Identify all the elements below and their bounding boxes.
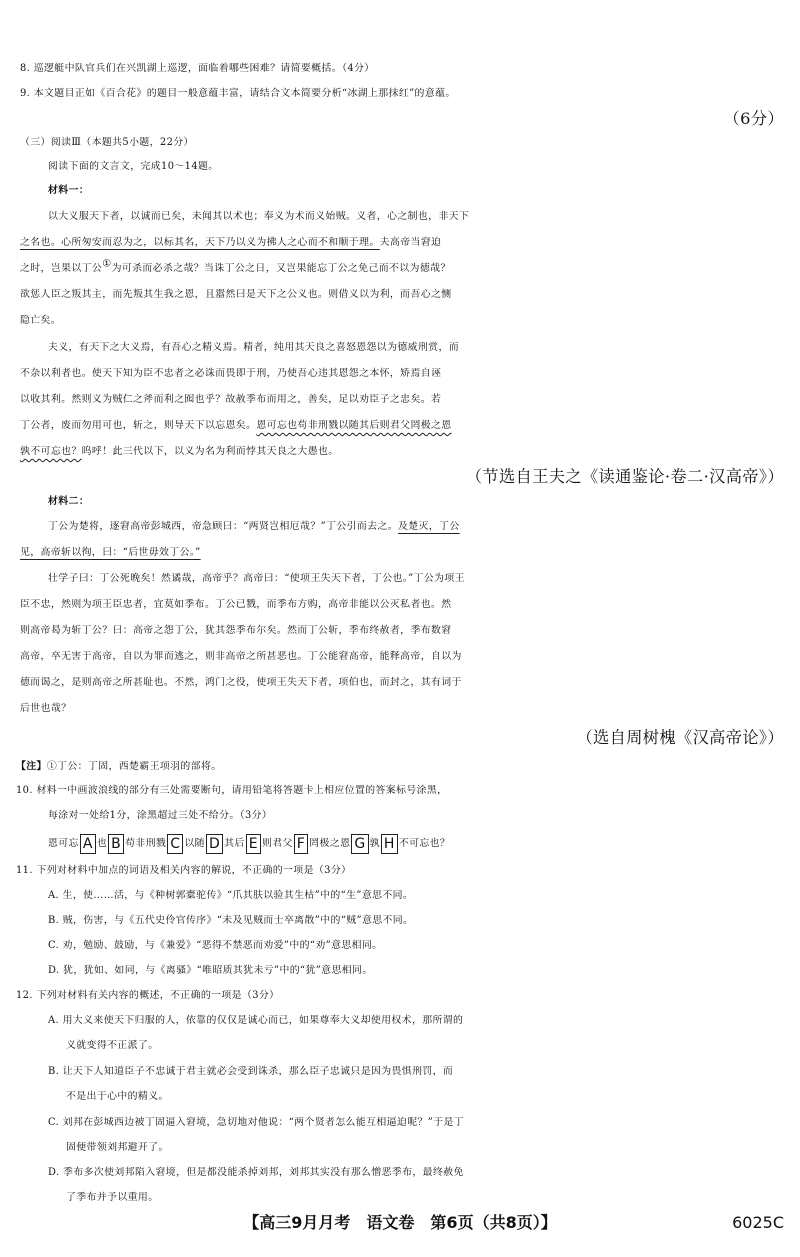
m1-p1-line4: 欲惩人臣之叛其主，而先叛其生我之恩，且嚣然曰是天下之公义也。则借义以为利，而吾心之恻 (20, 289, 452, 300)
question-9-score: （6分） (723, 109, 784, 128)
q10-option-box[interactable]: D (206, 834, 223, 854)
material1-title: 材料一： (48, 185, 90, 196)
material2-source: （选自周树槐《汉高帝论》） (576, 728, 784, 747)
q10-option-box[interactable]: B (108, 834, 124, 854)
m2-p1-line1: 丁公为楚将，逐窘高帝彭城西，帝急顾曰：“两贤岂相厄哉？”丁公引而去之。及楚灭，丁公 (48, 521, 460, 532)
question-8: 8. 巡逻艇中队官兵们在兴凯湖上巡逻，面临着哪些困难？请简要概括。（4分） (20, 63, 375, 74)
m1-p1-line2 (20, 232, 800, 254)
q12-option-c[interactable]: C. 刘邦在彭城西边被丁固逼入窘境，急切地对他说：“两个贤者怎么能互相逼迫呢？”于是丁 (48, 1117, 465, 1128)
section-heading: （三）阅读Ⅲ（本题共5小题，22分） (20, 137, 194, 148)
section-instruction: 阅读下面的文言文，完成10～14题。 (48, 161, 219, 172)
m1-p2-line3: 以收其利。然则义为贼仁之斧而利之囮也乎？故赦季布而用之，善矣，足以劝臣子之忠矣。若 (20, 394, 442, 405)
m2-p2-line4: 高帝，卒无害于高帝，自以为罪而逃之，则非高帝之所甚恶也。丁公能窘高帝，能释高帝，自以为 (20, 651, 462, 662)
m2-underlined-sentence: 及楚灭，丁公 (397, 521, 460, 532)
m2-underlined-sentence-end: 见，高帝斩以徇，曰：“后世毋效丁公。” (20, 547, 201, 558)
note-label: 【注】 (16, 761, 47, 772)
footnote (16, 756, 800, 778)
q10-stem-line2: 每涂对一处给1分，涂黑超过三处不给分。（3分） (48, 810, 273, 821)
material1-source: （节选自王夫之《读通鉴论·卷二·汉高帝》） (465, 467, 784, 486)
footnote-marker: ① (102, 258, 112, 270)
q10-segment: 也 (96, 838, 108, 849)
q11-option-a[interactable]: A. 生，使……活，与《种树郭橐驼传》“爪其肤以验其生枯”中的“生”意思不同。 (48, 890, 414, 901)
material2-title: 材料二： (48, 496, 90, 507)
m2-p2-line6: 后世也哉？ (20, 703, 72, 714)
q12-option-c-cont: 固便带领刘邦避开了。 (66, 1142, 169, 1153)
m1-p1-line5: 隐亡矣。 (20, 315, 62, 326)
m1-p1-line3: 之时，岂果以丁公①为可杀而必杀之哉？当诛丁公之日，又岂果能忘丁公之免己而不以为德哉？ (20, 258, 451, 274)
q10-segment: 以随 (184, 838, 205, 849)
m1-p1-line1: 以大义服天下者，以诚而已矣，未闻其以术也；奉义为术而义始贼。义者，心之制也，非天下 (48, 211, 470, 222)
q10-segment: 恩可忘 (48, 838, 79, 849)
m1-p2-line5: 孰不可忘也？呜呼！此三代以下，以义为名为利而悖其天良之大愚也。 (20, 446, 339, 457)
m1-p2-line4: 丁公者，废而勿用可也，斩之，则导天下以忘恩矣。恩可忘也苟非刑戮以随其后则君父罔极之恩 (20, 420, 452, 431)
q12-option-d[interactable]: D. 季布多次使刘邦陷入窘境，但是都没能杀掉刘邦，刘邦其实没有那么憎恶季布，最终赦免 (48, 1167, 464, 1178)
note-text: ①丁公：丁固，西楚霸王项羽的部将。 (46, 761, 222, 772)
q12-option-b-cont: 不是出于心中的精义。 (66, 1091, 169, 1102)
q12-option-b[interactable]: B. 让天下人知道臣子不忠诚于君主就必会受到诛杀，那么臣子忠诚只是因为畏惧刑罚，而 (48, 1066, 454, 1077)
q10-segment: 不可忘也？ (398, 838, 451, 849)
q11-option-b[interactable]: B. 贼，伤害，与《五代史伶官传序》“未及见贼而士卒离散”中的“贼”意思不同。 (48, 915, 414, 926)
q12-option-a-cont: 义就变得不正派了。 (66, 1040, 159, 1051)
m2-p2-line1: 壮学子曰：丁公死晚矣！然谲哉，高帝乎？高帝曰：“使项王失天下者，丁公也。”丁公为项王 (48, 573, 465, 584)
q10-stem-line1: 10. 材料一中画波浪线的部分有三处需要断句，请用铅笔将答题卡上相应位置的答案标号涂黑， (16, 785, 448, 796)
q10-option-box[interactable]: G (351, 834, 368, 854)
q10-segment: 罔极之恩 (309, 838, 351, 849)
q10-segment: 苟非刑戮 (125, 838, 167, 849)
m1-p1-line2-underlined: 之名也。心所匆安而忍为之，以标其名，天下乃以义为拂人之心而不和顺于理。 (20, 237, 380, 248)
q10-option-box[interactable]: E (246, 834, 261, 854)
q12-stem: 12. 下列对材料有关内容的概述，不正确的一项是（3分） (16, 990, 280, 1001)
m1-p2-line1: 夫义，有天下之大义焉，有吾心之精义焉。精者，纯用其天良之喜怒恩怨以为德威刑赏，而 (48, 342, 460, 353)
q12-option-d-cont: 了季布并予以重用。 (66, 1192, 159, 1203)
wavy-underlined-passage: 恩可忘也苟非刑戮以随其后则君父罔极之恩 (256, 420, 452, 431)
q10-segment: 其后 (224, 838, 245, 849)
question-9: 9. 本文题目正如《百合花》的题目一般意蕴丰富，请结合文本简要分析“冰湖上那抹红”的意蕴。 (20, 88, 456, 99)
footer-page-info: 【高三9月月考 语文卷 第6页（共8页）】 (243, 1213, 557, 1232)
q10-segment: 孰 (369, 838, 380, 849)
m2-p2-line2: 臣不忠，然则为项王臣忠者，宜莫如季布。丁公已戮，而季布方购，高帝非能以公灭私者也。然 (20, 599, 452, 610)
q10-option-box[interactable]: C (167, 834, 183, 854)
q10-option-box[interactable]: H (381, 834, 398, 854)
q11-option-d[interactable]: D. 犹，犹如、如同，与《离骚》“唯昭质其犹未亏”中的“犹”意思相同。 (48, 965, 373, 976)
m2-p2-line5: 德而谒之，是则高帝之所甚耻也。不然，鸿门之役，使项王失天下者，项伯也，而封之，其有词于 (20, 677, 462, 688)
wavy-underlined-passage-end: 孰不可忘也？ (20, 446, 82, 457)
q10-break-options (48, 833, 800, 855)
m1-p2-line2: 不杂以利者也。使天下知为臣不忠者之必诛而畏即于刑，乃使吾心违其恩怨之本怀，矫焉自诬 (20, 368, 442, 379)
q11-option-c[interactable]: C. 劝，勉励、鼓励，与《兼爱》“恶得不禁恶而劝爱”中的“劝”意思相同。 (48, 940, 383, 951)
m1-p1-line2-tail: 夫高帝当窘迫 (379, 237, 442, 248)
footer-code: 6025C (732, 1213, 784, 1232)
q10-segment: 则君父 (261, 838, 293, 849)
m2-p1-line2 (20, 542, 800, 564)
m2-p2-line3: 则高帝曷为斩丁公？曰：高帝之怨丁公，犹其怨季布尔矣。然而丁公斩，季布终赦者，季布数窘 (20, 625, 452, 636)
q10-option-box[interactable]: A (80, 834, 96, 854)
q10-option-box[interactable]: F (294, 834, 308, 854)
q12-option-a[interactable]: A. 用大义来使天下归服的人，依靠的仅仅是诚心而已，如果尊奉大义却使用权术，那所谓的 (48, 1015, 464, 1026)
q11-stem: 11. 下列对材料中加点的词语及相关内容的解说，不正确的一项是（3分） (16, 865, 352, 876)
